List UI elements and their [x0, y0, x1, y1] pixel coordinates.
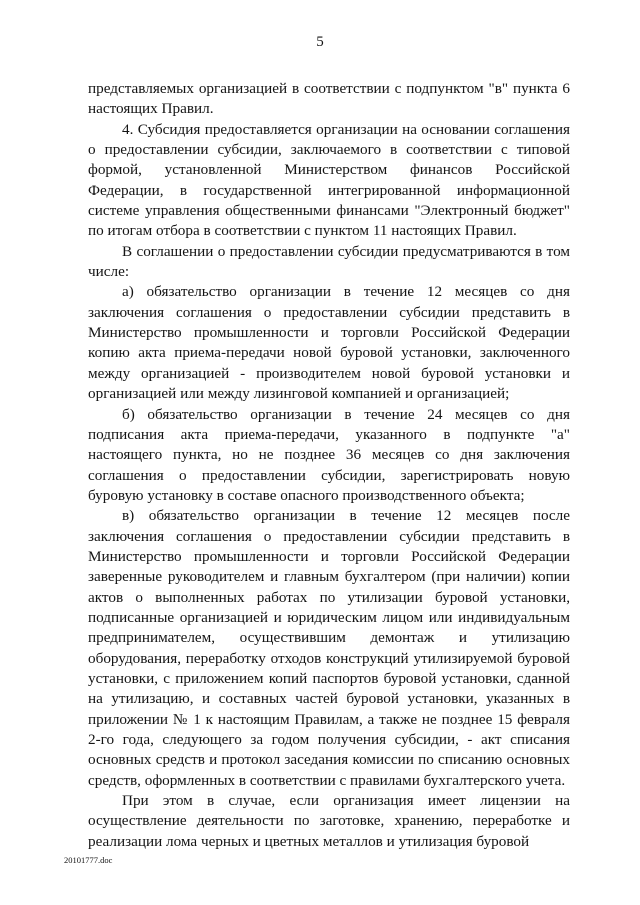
page-number: 5	[316, 34, 324, 50]
paragraph-item-4: 4. Субсидия предоставляется организации на основании соглашения о предоставлении субсидии, заключаемого в соответствии с типовой формой, установленной Министерством финансов Российской Федерации, в государственной интегрированной информационной системе управления общественными финансами "Электронный бюджет" по итогам отбора в соответствии с пунктом 11 настоящих Правил.	[88, 120, 570, 240]
document-body	[88, 79, 570, 852]
paragraph-subitem-a: а) обязательство организации в течение 12 месяцев со дня заключения соглашения о предоставлении субсидии представить в Министерство промышленности и торговли Российской Федерации копию акта приема-передачи новой буровой установки, заключенного между организацией - производителем новой буровой установки и организацией или между лизинговой компанией и организацией;	[88, 283, 570, 403]
footer-doc-id: 20101777.doc	[64, 855, 113, 865]
paragraph-subitem-b: б) обязательство организации в течение 24 месяцев со дня подписания акта приема-передачи, указанного в подпункте "а" настоящего пункта, но не позднее 36 месяцев со дня заключения соглашения о предоставлении субсидии, зарегистрировать новую буровую установку в составе опасного производственного объекта;	[88, 405, 570, 504]
paragraph-license-note: При этом в случае, если организация имеет лицензии на осуществление деятельности по заготовке, хранению, переработке и реализации лома черных и цветных металлов и утилизация буровой	[88, 792, 570, 850]
paragraph-subitem-v: в) обязательство организации в течение 12 месяцев после заключения соглашения о предоставлении субсидии представить в Министерство промышленности и торговли Российской Федерации заверенные руководителем и главным бухгалтером (при наличии) копии актов о выполненных работах по утилизации буровой установки, подписанные организацией и юридическим лицом или индивидуальным предпринимателем, осуществившим демонтаж и утилизацию оборудования, переработку отходов конструкций утилизируемой буровой установки, с приложением копий паспортов буровой установки, сданной на утилизацию, и составных частей буровой установки, указанных в приложении № 1 к настоящим Правилам, а также не позднее 15 февраля 2-го года, следующего за годом получения субсидии, - акт списания основных средств и протокол заседания комиссии по списанию основных средств, оформленных в соответствии с правилами бухгалтерского учета.	[88, 507, 570, 789]
paragraph-continuation: представляемых организацией в соответствии с подпунктом "в" пункта 6 настоящих Правил.	[88, 80, 570, 118]
paragraph-agreement-intro: В соглашении о предоставлении субсидии предусматриваются в том числе:	[88, 242, 570, 281]
